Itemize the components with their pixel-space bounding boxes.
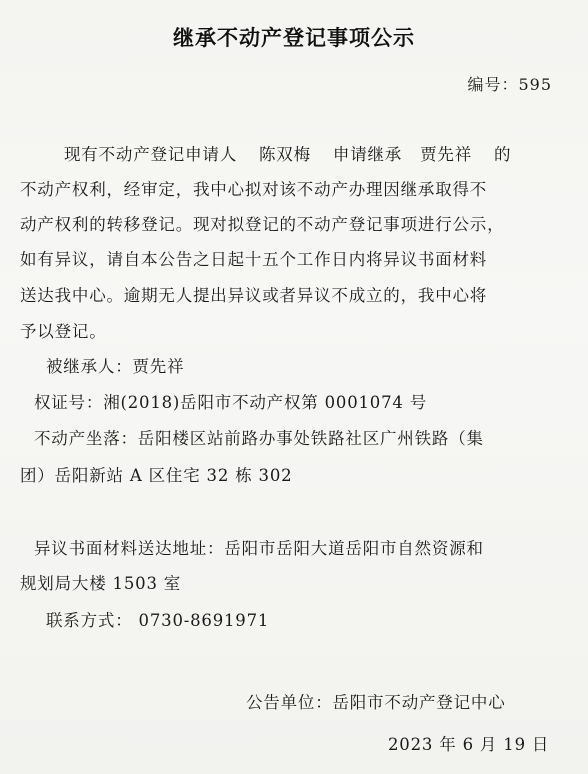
serial-number: 编号：595 xyxy=(467,75,552,94)
contact-line: 联系方式： 0730-8691971 xyxy=(46,611,270,630)
notice-title: 继承不动产登记事项公示 xyxy=(173,26,415,50)
body-line-1-mid: 申请继承 xyxy=(332,145,403,164)
applicant-name: 陈双梅 xyxy=(259,145,311,164)
body-line-5: 送达我中心。逾期无人提出异议或者异议不成立的，我中心将 xyxy=(20,286,488,305)
body-line-6: 予以登记。 xyxy=(20,322,107,341)
body-line-1-prefix: 现有不动产登记申请人 xyxy=(64,145,237,164)
location-line-2: 团）岳阳新站 A 区住宅 32 栋 302 xyxy=(20,466,293,485)
decedent-name: 贾先祥 xyxy=(420,145,473,164)
decedent-line: 被继承人：贾先祥 xyxy=(46,357,185,376)
issuer-line: 公告单位：岳阳市不动产登记中心 xyxy=(246,693,506,712)
body-line-4: 如有异议，请自本公告之日起十五个工作日内将异议书面材料 xyxy=(20,250,488,269)
body-line-3: 动产权利的转移登记。现对拟登记的不动产登记事项进行公示， xyxy=(20,215,505,234)
body-line-1 xyxy=(64,145,511,165)
objection-address-line-1: 异议书面材料送达地址：岳阳市岳阳大道岳阳市自然资源和 xyxy=(34,539,484,558)
certificate-line: 权证号：湘(2018)岳阳市不动产权第 0001074 号 xyxy=(34,393,428,412)
location-line-1: 不动产坐落：岳阳楼区站前路办事处铁路社区广州铁路（集 xyxy=(34,429,484,448)
body-line-1-suffix: 的 xyxy=(494,145,512,164)
body-line-2: 不动产权利，经审定，我中心拟对该不动产办理因继承取得不 xyxy=(20,180,488,199)
objection-address-line-2: 规划局大楼 1503 室 xyxy=(20,574,182,593)
notice-date: 2023 年 6 月 19 日 xyxy=(388,735,550,754)
